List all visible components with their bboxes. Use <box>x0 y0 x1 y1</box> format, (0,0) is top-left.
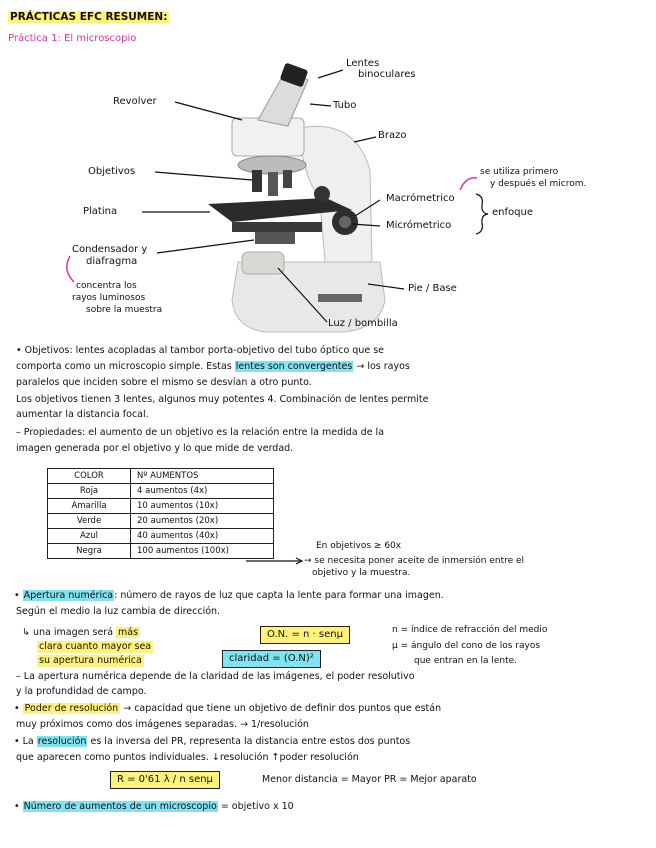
label-pie: Pie / Base <box>408 283 457 294</box>
table-row <box>48 499 274 514</box>
objetivos-line-5: aumentar la distancia focal. <box>16 409 149 420</box>
page-subtitle: Práctica 1: El microscopio <box>8 33 137 44</box>
micro-knob <box>339 216 351 228</box>
table-row <box>48 514 274 529</box>
label-brazo: Brazo <box>378 130 407 141</box>
def-mu-2: que entran en la lente. <box>414 656 518 666</box>
label-diafragma: diafragma <box>86 256 138 267</box>
resolucion-line-4: que aparecen como puntos individuales. ↓resolución ↑poder resolución <box>16 752 359 763</box>
label-platina: Platina <box>83 206 118 217</box>
label-objetivos: Objetivos <box>88 166 136 177</box>
resolucion-line-1: • Poder de resolución → capacidad que tiene un objetivo de definir dos puntos que están <box>14 703 442 714</box>
apertura-line-2: Según el medio la luz cambia de dirección. <box>16 606 221 617</box>
condenser-part <box>255 232 295 244</box>
label-micrometrico: Micrómetrico <box>386 220 452 231</box>
table-cell: 40 aumentos (40x) <box>131 529 274 544</box>
side-knob <box>314 186 330 202</box>
resolucion-line-3: • La resolución es la inversa del PR, representa la distancia entre estos dos puntos <box>14 736 411 747</box>
table-cell: 100 aumentos (100x) <box>131 544 274 559</box>
table-note-3: objetivo y la muestra. <box>312 568 411 578</box>
objetivos-line-1: • Objetivos: lentes acopladas al tambor porta-objetivo del tubo óptico que se <box>16 345 385 356</box>
microscope-lamp <box>242 252 284 274</box>
table-cell: Negra <box>48 544 131 559</box>
objetivos-line-3: paralelos que inciden sobre el mismo se desvían a otro punto. <box>16 377 312 388</box>
pink-arrow <box>460 178 477 190</box>
label-concentra-1: concentra los <box>76 281 137 291</box>
table-cell: 20 aumentos (20x) <box>131 514 274 529</box>
formula-resolucion-box: R = 0'61 λ / n senμ <box>110 771 220 789</box>
table-row <box>48 484 274 499</box>
label-binoculares: binoculares <box>358 69 416 80</box>
table-header: COLOR <box>48 469 131 484</box>
apertura-dep-2: y la profundidad de campo. <box>16 686 147 697</box>
label-luz: Luz / bombilla <box>328 318 398 329</box>
label-condensador: Condensador y <box>72 244 148 255</box>
highlight-clara: clara cuanto mayor sea <box>39 641 152 652</box>
table-note-1: En objetivos ≥ 60x <box>316 541 402 551</box>
table-cell: Verde <box>48 514 131 529</box>
table-cell: Roja <box>48 484 131 499</box>
highlight-resolucion: resolución <box>37 736 87 747</box>
label-lentes: Lentes <box>346 58 380 69</box>
table-row <box>48 544 274 559</box>
objective-lens <box>283 170 292 188</box>
def-n: n = índice de refracción del medio <box>392 625 548 635</box>
def-mu: μ = ángulo del cono de los rayos <box>392 641 541 651</box>
label-macrometrico: Macrómetrico <box>386 193 455 204</box>
highlight-apertura: Apertura numérica <box>23 590 114 601</box>
formula-on-box: O.N. = n · senμ <box>260 626 350 644</box>
apertura-bullet: ↳ una imagen será más <box>22 627 139 638</box>
label-tubo: Tubo <box>333 100 357 111</box>
table-header: Nº AUMENTOS <box>131 469 274 484</box>
table-cell: 4 aumentos (4x) <box>131 484 274 499</box>
table-cell: Amarilla <box>48 499 131 514</box>
stage-support <box>232 222 322 232</box>
objetivos-line-7: imagen generada por el objetivo y lo que mide de verdad. <box>16 443 294 454</box>
objetivos-line-2: comporta como un microscopio simple. Estas lentes son convergentes → los rayos <box>16 361 410 372</box>
note-micro-after: y después el microm. <box>490 179 587 189</box>
highlight-poder-resolucion: Poder de resolución <box>24 703 119 714</box>
highlight-apertura-num: su apertura numérica <box>39 655 142 666</box>
label-concentra-3: sobre la muestra <box>86 305 163 315</box>
resolucion-line-2: muy próximos como dos imágenes separadas. → 1/resolución <box>16 719 309 730</box>
aumentos-line: • Número de aumentos de un microscopio = objetivo x 10 <box>14 801 294 812</box>
label-revolver: Revolver <box>113 96 157 107</box>
table-cell: 10 aumentos (10x) <box>131 499 274 514</box>
table-cell: Azul <box>48 529 131 544</box>
microscope-head <box>232 118 304 156</box>
label-enfoque: enfoque <box>492 207 533 218</box>
aumentos-table <box>47 468 274 559</box>
note-macro-first: se utiliza primero <box>480 167 559 177</box>
objetivos-line-6: – Propiedades: el aumento de un objetivo es la relación entre la medida de la <box>16 427 385 438</box>
table-row <box>48 529 274 544</box>
microscope-arm <box>300 126 372 262</box>
table-header-row <box>48 469 274 484</box>
formula-claridad-box: claridad = (O.N)² <box>222 650 321 668</box>
pink-arrow <box>67 256 74 282</box>
objective-lens <box>268 172 278 196</box>
apertura-line-1: • Apertura numérica: número de rayos de luz que capta la lente para formar una imagen. <box>14 590 444 601</box>
revolver-part <box>238 156 306 174</box>
objective-lens <box>252 170 262 192</box>
objetivos-line-4: Los objetivos tienen 3 lentes, algunos muy potentes 4. Combinación de lentes permite <box>16 394 429 405</box>
highlight-mas: más <box>118 627 139 638</box>
highlight-numero-aumentos: Número de aumentos de un microscopio <box>23 801 217 812</box>
label-concentra-2: rayos luminosos <box>72 293 146 303</box>
page-title: PRÁCTICAS EFC RESUMEN: <box>10 11 168 23</box>
formula-resolucion-note: Menor distancia = Mayor PR = Mejor aparato <box>262 774 477 785</box>
table-note-2: → se necesita poner aceite de inmersión entre el <box>304 556 525 566</box>
highlight-convergentes: lentes son convergentes <box>235 361 353 372</box>
base-plate <box>318 294 362 302</box>
apertura-dep-1: – La apertura numérica depende de la claridad de las imágenes, el poder resolutivo <box>16 671 415 682</box>
enfoque-bracket <box>476 194 488 234</box>
